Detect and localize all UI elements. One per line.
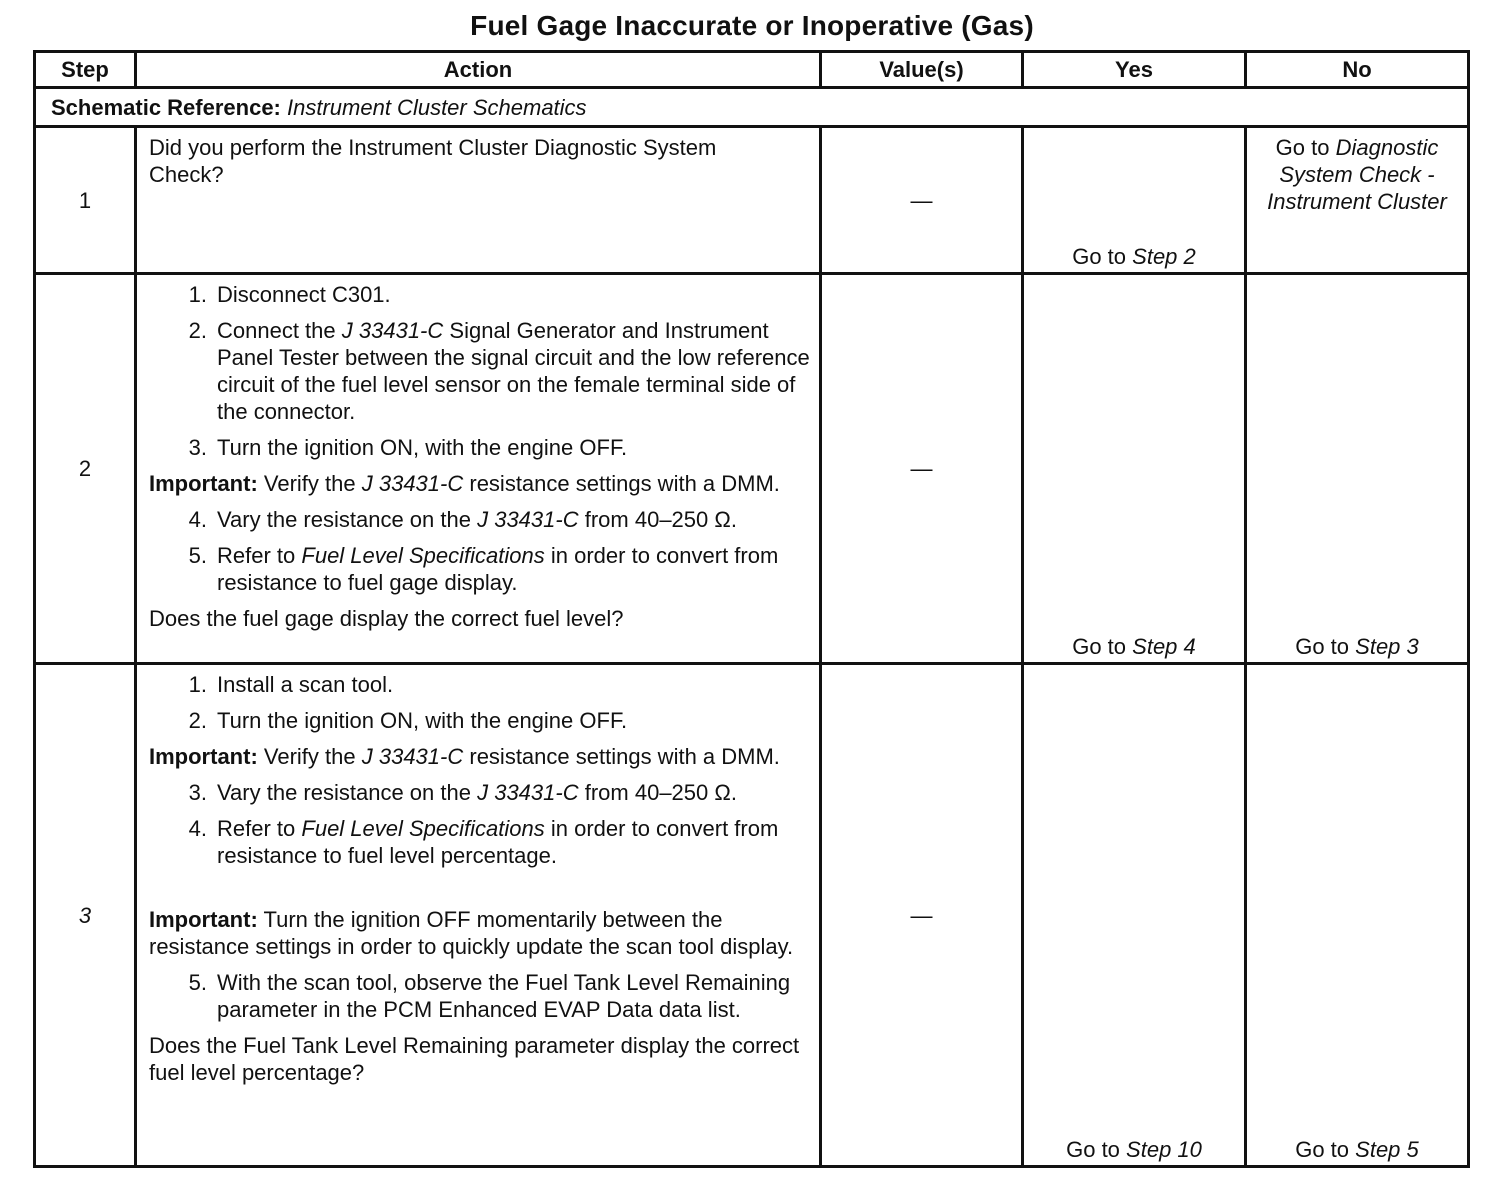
diagnostic-table bbox=[33, 50, 1470, 1168]
list-item: 4. Vary the resistance on the J 33431-C from 40–250 Ω. bbox=[188, 507, 737, 532]
list-item: 4. Refer to Fuel Level Specifications in order to convert from resistance to fuel level percentage. bbox=[188, 816, 779, 868]
list-item: 5. With the scan tool, observe the Fuel Tank Level Remaining parameter in the PCM Enhanced EVAP Data data list. bbox=[188, 970, 791, 1022]
list-item: 3. Turn the ignition ON, with the engine OFF. bbox=[188, 435, 628, 460]
header-no: No bbox=[1246, 52, 1469, 88]
header-row bbox=[35, 52, 1469, 88]
yes-cell: Go to Step 4 bbox=[1023, 274, 1246, 664]
no-step-link[interactable]: Step 3 bbox=[1355, 634, 1419, 659]
yes-step-link[interactable]: Step 2 bbox=[1132, 244, 1196, 269]
table-row bbox=[35, 274, 1469, 664]
go-to-label: Go to bbox=[1275, 135, 1330, 160]
schematic-reference bbox=[35, 88, 1469, 127]
table-row bbox=[35, 664, 1469, 1167]
list-item: 1. Install a scan tool. bbox=[188, 672, 394, 697]
tool-ref: J 33431-C bbox=[341, 318, 444, 343]
important-note: Important: Verify the J 33431-C resistance settings with a DMM. bbox=[149, 744, 780, 769]
no-link[interactable]: Diagnostic System Check - Instrument Cluster bbox=[1267, 135, 1447, 214]
no-step-link[interactable]: Step 5 bbox=[1355, 1137, 1419, 1162]
list-item: 2. Connect the J 33431-C Signal Generator and Instrument Panel Tester between the signal circuit and the low reference circuit of the fuel level sensor on the female terminal side of the connector. bbox=[188, 318, 810, 424]
header-yes: Yes bbox=[1023, 52, 1246, 88]
list-item: 5. Refer to Fuel Level Specifications in order to convert from resistance to fuel gage display. bbox=[188, 543, 779, 595]
schematic-label: Schematic Reference: bbox=[51, 94, 281, 120]
yes-cell: Go to Step 10 bbox=[1023, 664, 1246, 1167]
no-cell bbox=[1246, 127, 1469, 274]
question: Does the fuel gage display the correct fuel level? bbox=[149, 606, 624, 631]
list-item: 3. Vary the resistance on the J 33431-C from 40–250 Ω. bbox=[188, 780, 737, 805]
header-values: Value(s) bbox=[821, 52, 1023, 88]
step-number: 2 bbox=[35, 274, 136, 664]
question: Does the Fuel Tank Level Remaining parameter display the correct fuel level percentage? bbox=[149, 1033, 800, 1085]
list-item: 1. Disconnect C301. bbox=[188, 282, 391, 307]
no-cell: Go to Step 3 bbox=[1246, 274, 1469, 664]
value-cell: — bbox=[821, 664, 1023, 1167]
schematic-link[interactable]: Instrument Cluster Schematics bbox=[287, 94, 587, 120]
spec-link[interactable]: Fuel Level Specifications bbox=[301, 543, 545, 568]
value-cell: — bbox=[821, 127, 1023, 274]
header-step: Step bbox=[35, 52, 136, 88]
header-action: Action bbox=[136, 52, 821, 88]
action-cell bbox=[136, 664, 821, 1167]
yes-step-link[interactable]: Step 10 bbox=[1126, 1137, 1202, 1162]
action-text: Did you perform the Instrument Cluster Diagnostic System Check? bbox=[149, 135, 717, 187]
important-note: Important: Turn the ignition OFF momentarily between the resistance settings in order to quickly update the scan tool display. bbox=[149, 907, 794, 959]
action-cell bbox=[136, 274, 821, 664]
table-row bbox=[35, 127, 1469, 274]
step-number: 3 bbox=[35, 664, 136, 1167]
important-note: Important: Verify the J 33431-C resistance settings with a DMM. bbox=[149, 471, 780, 496]
list-item: 2. Turn the ignition ON, with the engine OFF. bbox=[188, 708, 628, 733]
value-cell: — bbox=[821, 274, 1023, 664]
step-number: 1 bbox=[35, 127, 136, 274]
page-title: Fuel Gage Inaccurate or Inoperative (Gas) bbox=[470, 10, 1034, 41]
action-cell bbox=[136, 127, 821, 274]
yes-step-link[interactable]: Step 4 bbox=[1132, 634, 1196, 659]
schematic-row bbox=[35, 88, 1469, 127]
no-cell: Go to Step 5 bbox=[1246, 664, 1469, 1167]
go-to-label: Go to bbox=[1072, 244, 1127, 269]
yes-cell bbox=[1023, 127, 1246, 274]
spec-link[interactable]: Fuel Level Specifications bbox=[301, 816, 545, 841]
